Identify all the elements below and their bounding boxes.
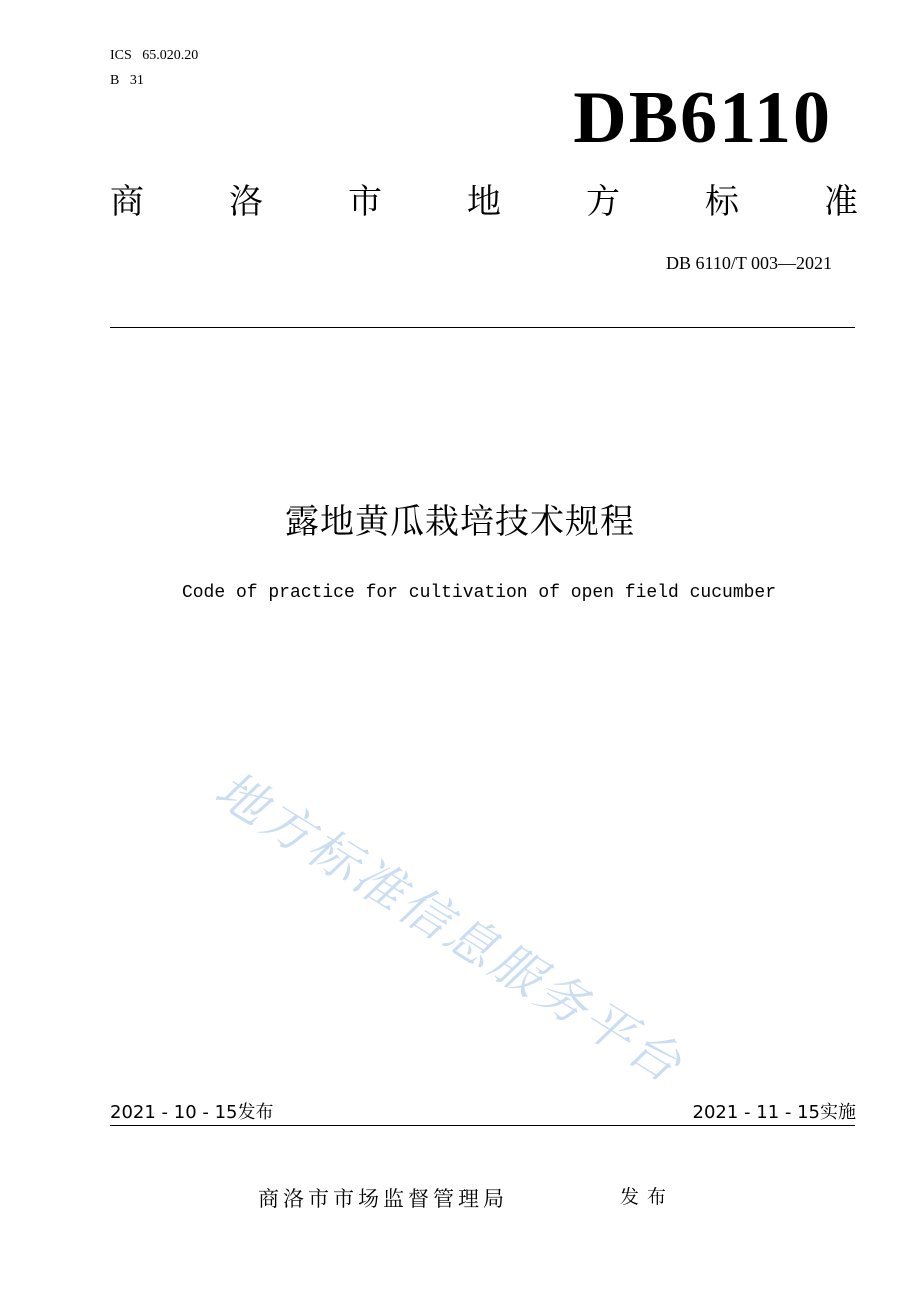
standard-type-char: 市 [348, 182, 382, 222]
standard-number: DB 6110/T 003—2021 [665, 253, 832, 273]
standard-code: DB6110 [573, 77, 832, 159]
document-title-zh: 露地黄瓜栽培技术规程 [285, 502, 635, 542]
document-title-en: Code of practice for cultivation of open field cucumber [181, 583, 777, 603]
standard-type-char: 洛 [229, 182, 263, 222]
footer-divider [110, 1125, 855, 1126]
standard-type-char: 准 [824, 182, 858, 222]
standard-type-char: 商 [110, 182, 144, 222]
ics-code: ICS 65.020.20 [110, 48, 199, 63]
standard-type [110, 178, 858, 226]
watermark: 地方标准信息服务平台 [205, 760, 694, 1096]
issue-verb: 发布 [620, 1186, 675, 1208]
standard-type-char: 地 [467, 182, 501, 222]
header-divider [110, 327, 855, 328]
implementation-date: 2021 - 11 - 15实施 [692, 1102, 856, 1123]
issue-date: 2021 - 10 - 15发布 [110, 1102, 274, 1123]
issuing-authority: 商洛市市场监督管理局 [258, 1187, 508, 1211]
standard-type-char: 标 [705, 182, 739, 222]
standard-type-char: 方 [586, 182, 620, 222]
ccs-code: B 31 [110, 73, 144, 88]
